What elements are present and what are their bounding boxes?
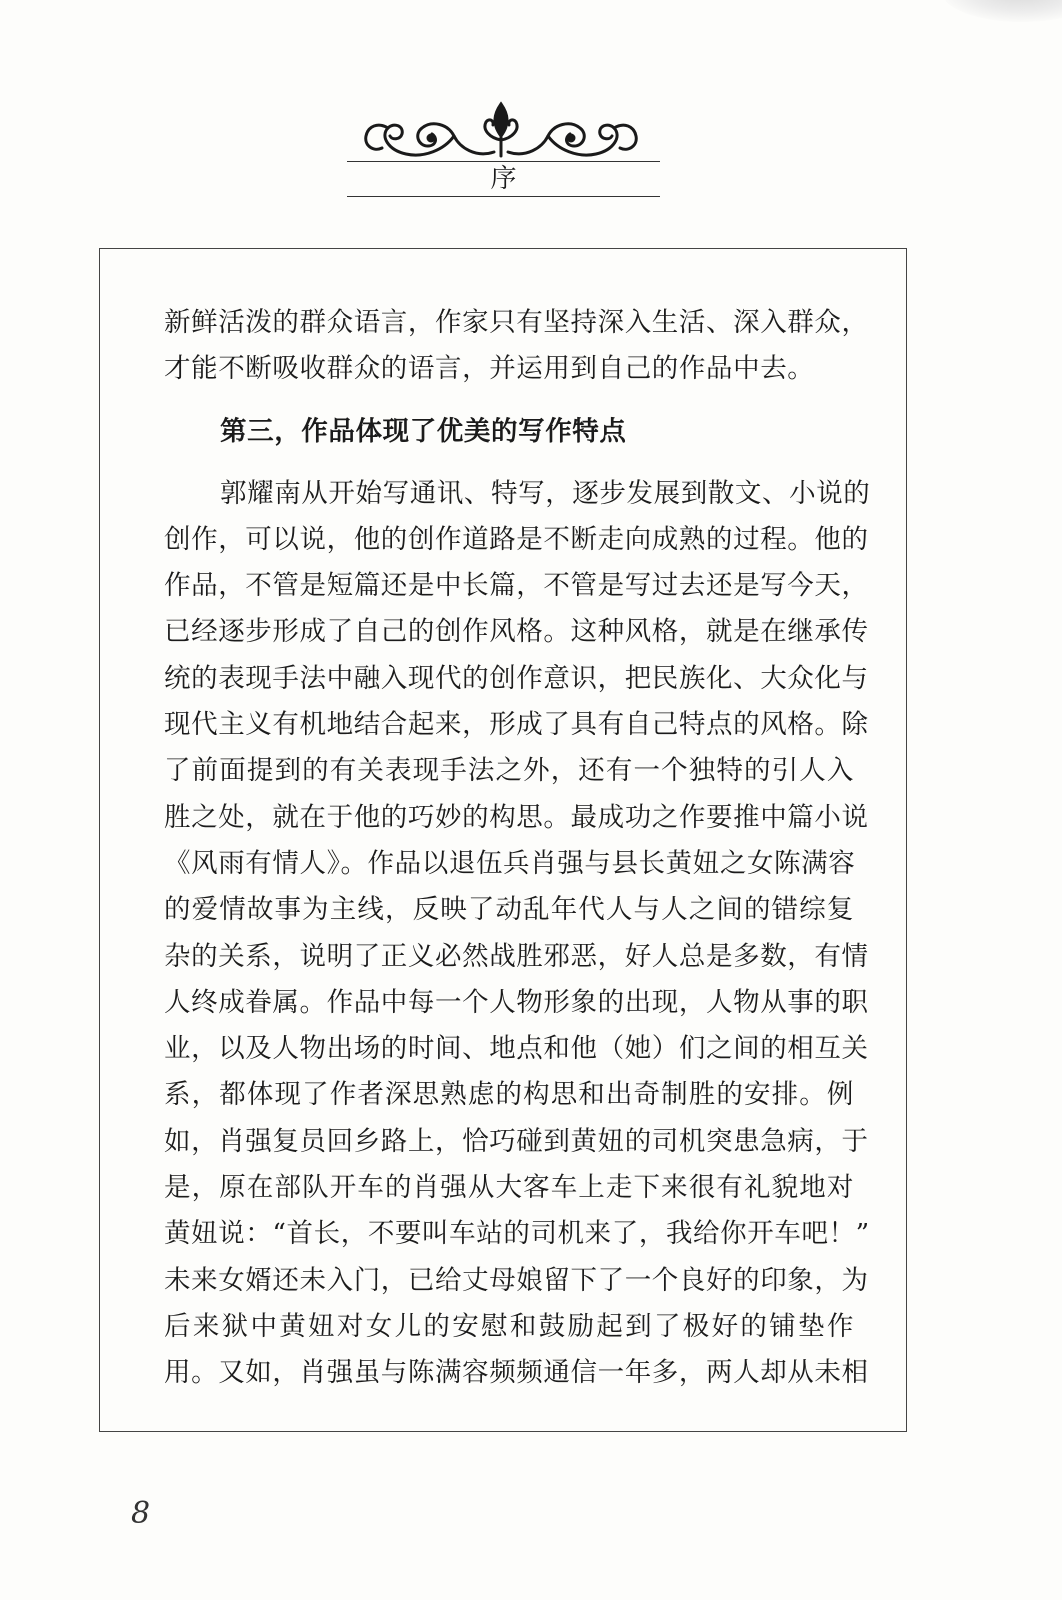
text-line: 系，都体现了作者深思熟虑的构思和出奇制胜的安排。例 bbox=[164, 1079, 854, 1111]
text-line: 用。又如，肖强虽与陈满容频频通信一年多，两人却从未相 bbox=[164, 1357, 869, 1389]
text-line: 的爱情故事为主线，反映了动乱年代人与人之间的错综复 bbox=[164, 894, 854, 926]
text-line: 人终成眷属。作品中每一个人物形象的出现，人物从事的职 bbox=[164, 986, 869, 1018]
page-number: 8 bbox=[131, 1496, 151, 1531]
section-heading: 第三，作品体现了优美的写作特点 bbox=[220, 415, 627, 447]
text-line: 郭耀南从开始写通讯、特写，逐步发展到散文、小说的 bbox=[220, 477, 871, 509]
text-line: 现代主义有机地结合起来，形成了具有自己特点的风格。除 bbox=[164, 709, 869, 741]
body-text bbox=[164, 300, 871, 1397]
text-line: 才能不断吸收群众的语言，并运用到自己的作品中去。 bbox=[164, 353, 815, 385]
text-line: 杂的关系，说明了正义必然战胜邪恶，好人总是多数，有情 bbox=[164, 940, 869, 972]
text-line: 后来狱中黄妞对女儿的安慰和鼓励起到了极好的铺垫作 bbox=[164, 1310, 854, 1342]
page-corner-shadow bbox=[942, 0, 1062, 22]
text-line: 已经逐步形成了自己的创作风格。这种风格，就是在继承传 bbox=[164, 616, 869, 648]
text-line: 是，原在部队开车的肖强从大客车上走下来很有礼貌地对 bbox=[164, 1172, 854, 1204]
text-line: 统的表现手法中融入现代的创作意识，把民族化、大众化与 bbox=[164, 662, 869, 694]
text-line: 新鲜活泼的群众语言，作家只有坚持深入生活、深入群众， bbox=[164, 307, 869, 338]
running-head: 序 bbox=[490, 164, 517, 194]
text-line: 作品，不管是短篇还是中长篇，不管是写过去还是写今天， bbox=[164, 570, 869, 602]
text-line: 了前面提到的有关表现手法之外，还有一个独特的引人入 bbox=[164, 755, 854, 787]
running-head-bottom-rule bbox=[347, 196, 660, 197]
scroll-flourish-ornament-icon bbox=[358, 100, 644, 162]
text-line: 创作，可以说，他的创作道路是不断走向成熟的过程。他的 bbox=[164, 523, 869, 555]
text-line: 业，以及人物出场的时间、地点和他（她）们之间的相互关 bbox=[164, 1033, 869, 1065]
text-line: 《风雨有情人》。作品以退伍兵肖强与县长黄妞之女陈满容 bbox=[164, 847, 856, 879]
text-line: 未来女婿还未入门，已给丈母娘留下了一个良好的印象，为 bbox=[164, 1264, 869, 1296]
text-line: 黄妞说：“首长，不要叫车站的司机来了，我给你开车吧！” bbox=[164, 1218, 870, 1250]
text-line: 如，肖强复员回乡路上，恰巧碰到黄妞的司机突患急病，于 bbox=[164, 1125, 869, 1157]
text-line: 胜之处，就在于他的巧妙的构思。最成功之作要推中篇小说 bbox=[164, 801, 869, 833]
